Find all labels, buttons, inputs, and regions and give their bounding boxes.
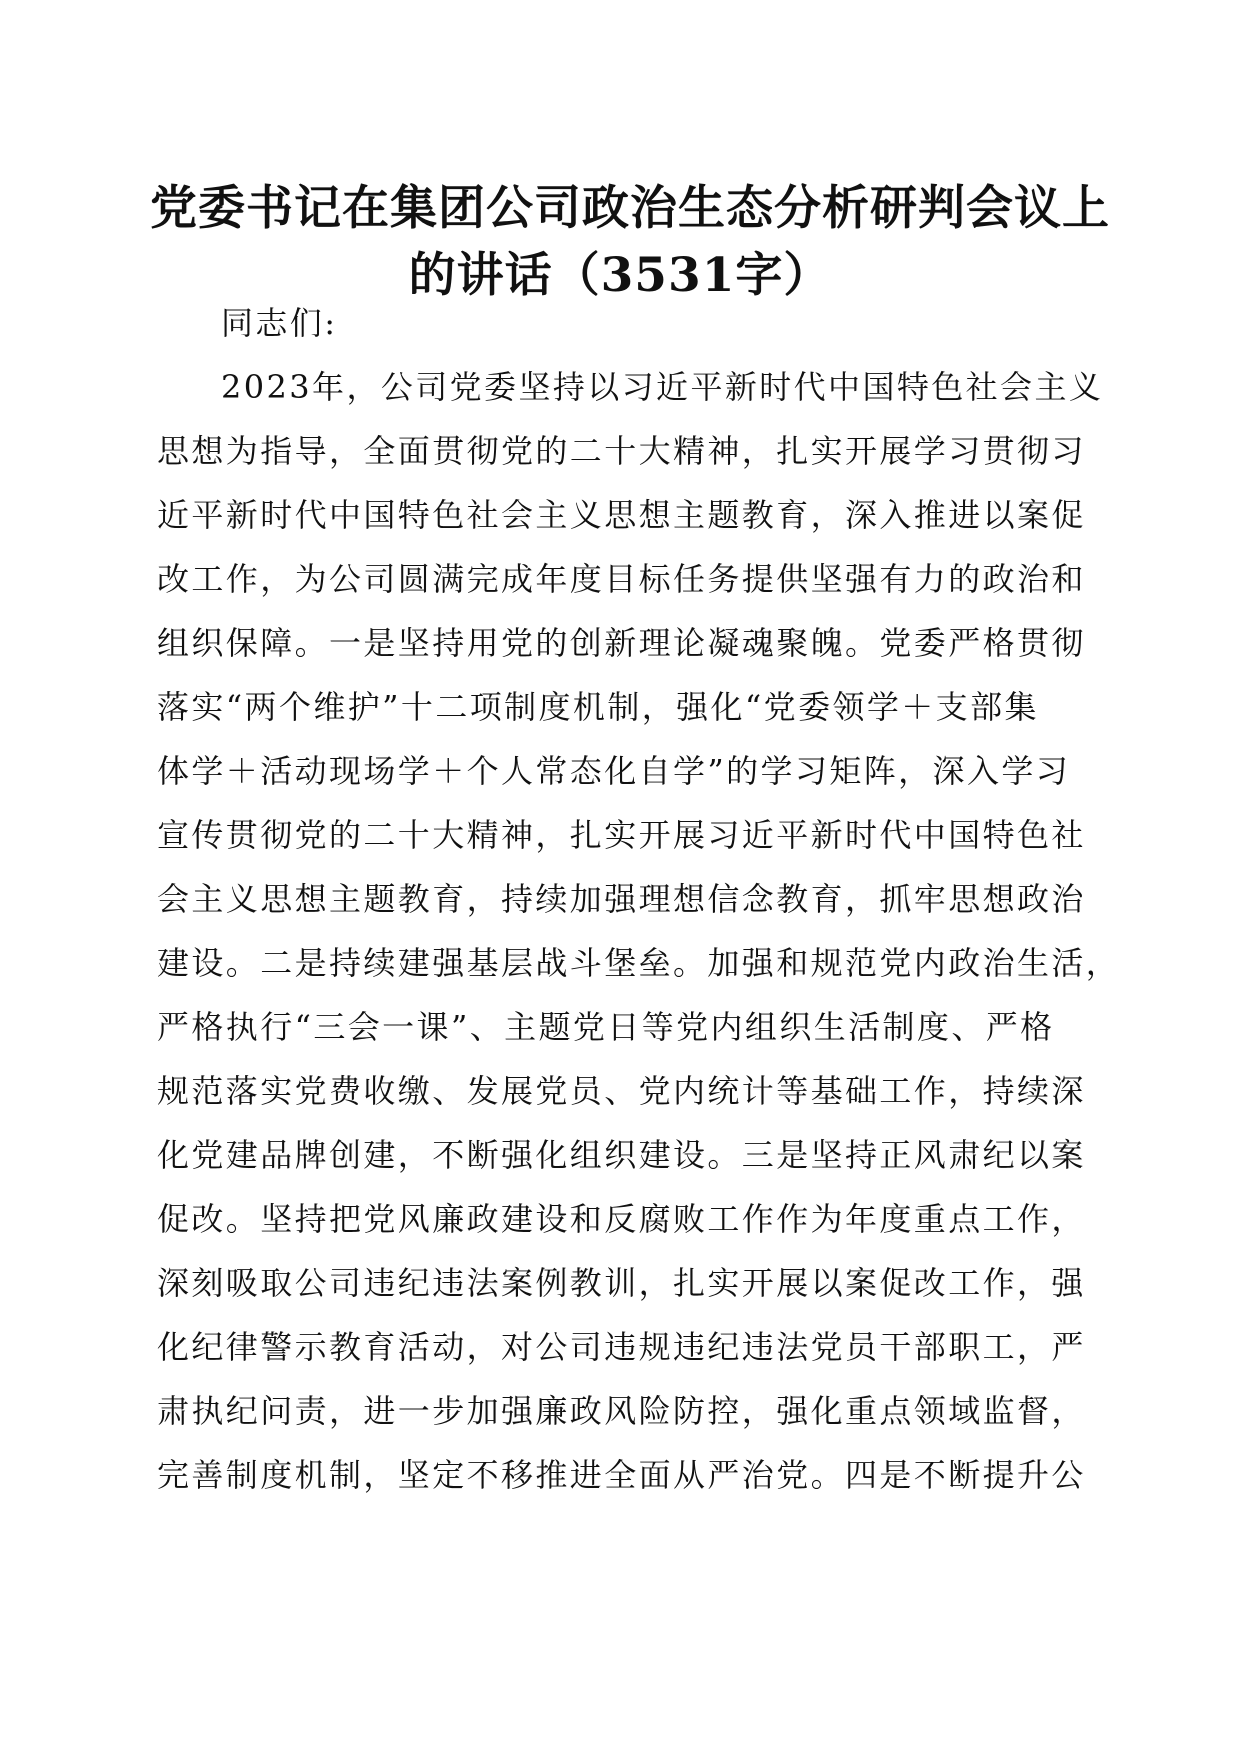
paragraph-line: 化党建品牌创建，不断强化组织建设。三是坚持正风肃纪以案 — [157, 1136, 1086, 1174]
paragraph-line: 规范落实党费收缴、发展党员、党内统计等基础工作，持续深 — [157, 1072, 1086, 1110]
paragraph-line: 严格执行“三会一课”、主题党日等党内组织生活制度、严格 — [157, 1008, 1055, 1046]
paragraph-line: 完善制度机制，坚定不移推进全面从严治党。四是不断提升公 — [157, 1456, 1086, 1494]
paragraph-line: 落实“两个维护”十二项制度机制，强化“党委领学＋支部集 — [157, 688, 1039, 726]
paragraph-line: 组织保障。一是坚持用党的创新理论凝魂聚魄。党委严格贯彻 — [157, 624, 1086, 662]
paragraph-line: 改工作，为公司圆满完成年度目标任务提供坚强有力的政治和 — [157, 560, 1086, 598]
paragraph-line: 会主义思想主题教育，持续加强理想信念教育，抓牢思想政治 — [157, 880, 1086, 918]
paragraph-line: 体学＋活动现场学＋个人常态化自学”的学习矩阵，深入学习 — [157, 752, 1071, 790]
document-title — [150, 175, 1110, 309]
paragraph-line: 2023年，公司党委坚持以习近平新时代中国特色社会主义 — [221, 368, 1104, 406]
salutation: 同志们: — [221, 304, 338, 342]
paragraph-line: 宣传贯彻党的二十大精神，扎实开展习近平新时代中国特色社 — [157, 816, 1086, 854]
paragraph-line: 建设。二是持续建强基层战斗堡垒。加强和规范党内政治生活， — [157, 944, 1121, 982]
paragraph-line: 近平新时代中国特色社会主义思想主题教育，深入推进以案促 — [157, 496, 1086, 534]
paragraph-line: 促改。坚持把党风廉政建设和反腐败工作作为年度重点工作， — [157, 1200, 1086, 1238]
paragraph-line: 肃执纪问责，进一步加强廉政风险防控，强化重点领域监督， — [157, 1392, 1086, 1430]
paragraph-line: 化纪律警示教育活动，对公司违规违纪违法党员干部职工，严 — [157, 1328, 1086, 1366]
paragraph-line: 思想为指导，全面贯彻党的二十大精神，扎实开展学习贯彻习 — [157, 432, 1086, 470]
paragraph-line: 深刻吸取公司违纪违法案例教训，扎实开展以案促改工作，强 — [157, 1264, 1086, 1302]
title-line-2: 的讲话（3531字） — [408, 248, 832, 303]
document-body — [157, 291, 1121, 1507]
title-line-1: 党委书记在集团公司政治生态分析研判会议上 — [150, 181, 1110, 236]
